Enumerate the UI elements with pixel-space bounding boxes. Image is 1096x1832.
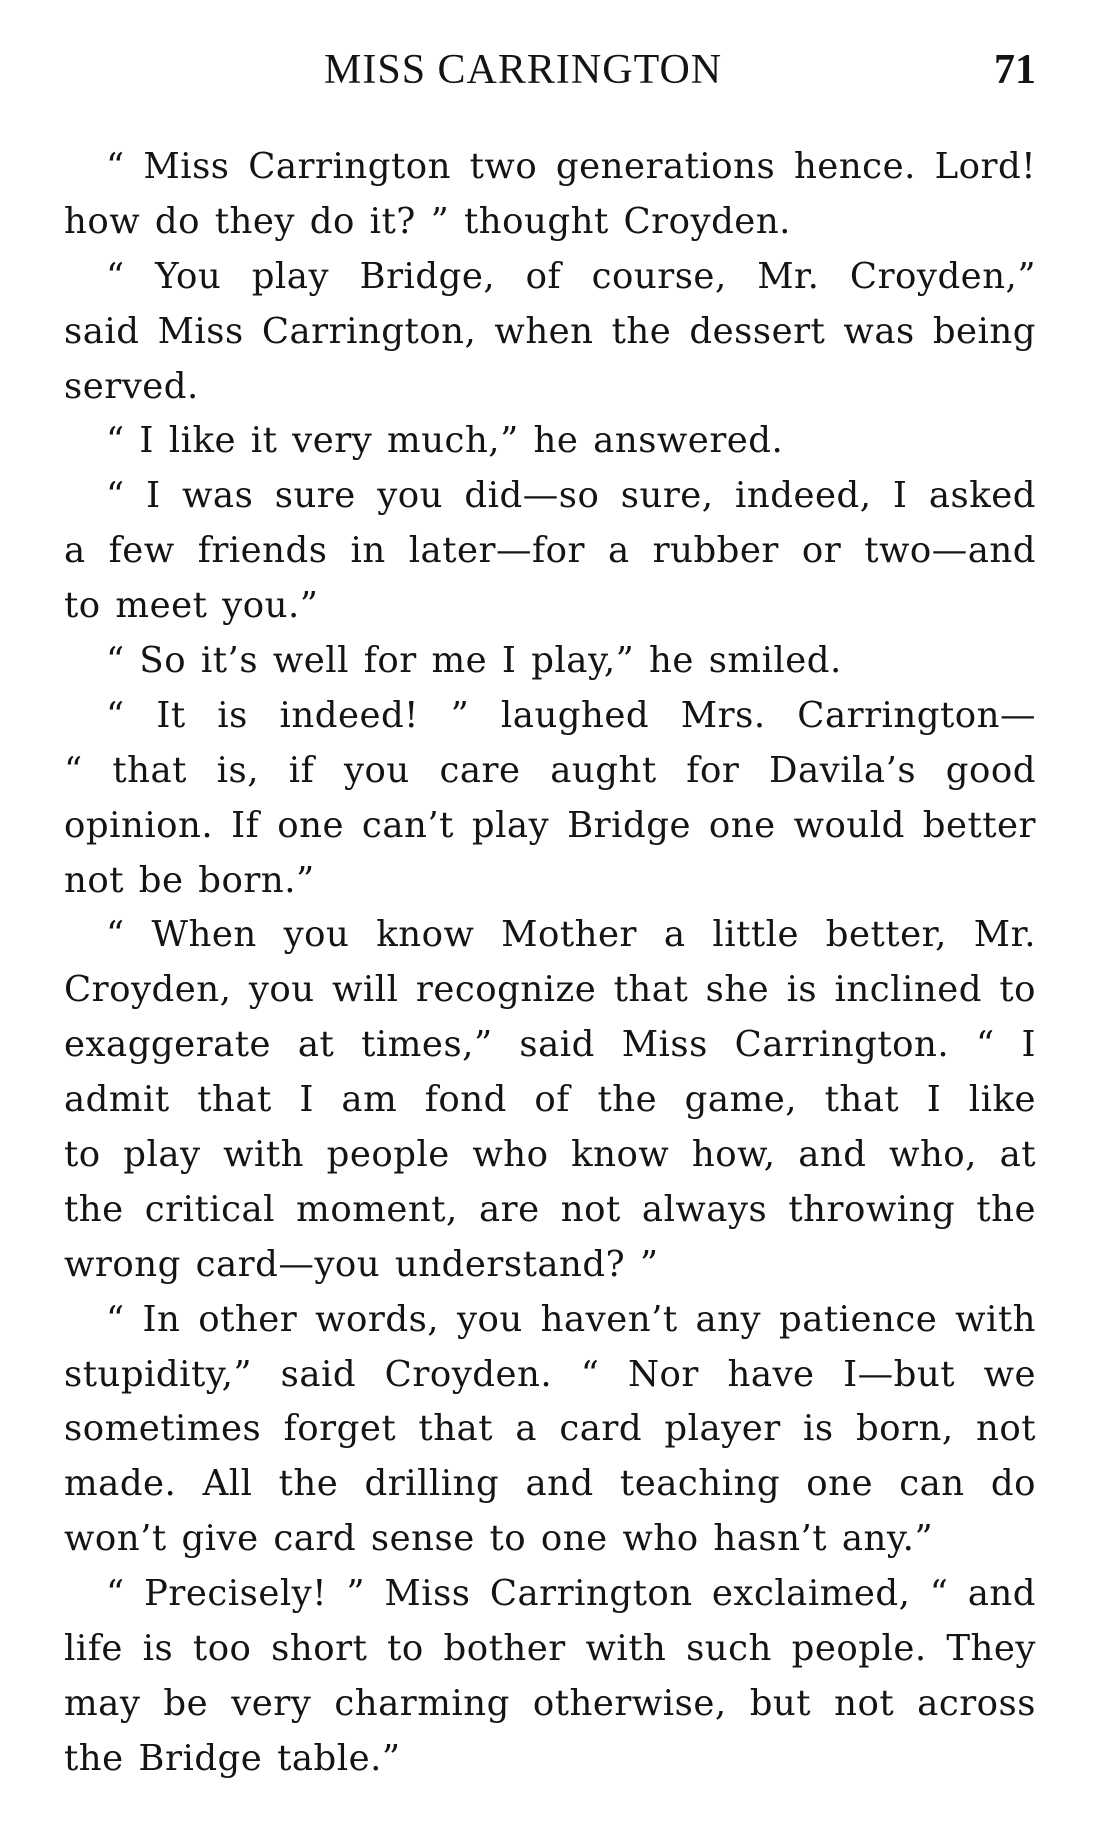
text-line: Croyden, you will recognize that she is inclined to — [64, 969, 1036, 1011]
page-number: 71 — [994, 47, 1036, 93]
text-line: “ In other words, you haven’t any patience with — [106, 1298, 1036, 1340]
text-line: the Bridge table.” — [64, 1737, 401, 1779]
text-line: “ Precisely! ” Miss Carrington exclaimed, “ and — [106, 1573, 1036, 1615]
running-title: MISS CARRINGTON — [324, 47, 723, 93]
text-line: sometimes forget that a card player is born, not — [64, 1408, 1036, 1450]
text-line: admit that I am fond of the game, that I like — [64, 1079, 1036, 1121]
text-line: the critical moment, are not always throwing the — [64, 1188, 1036, 1230]
text-line: “ I was sure you did—so sure, indeed, I asked — [106, 475, 1036, 517]
text-line: “ You play Bridge, of course, Mr. Croyden,” — [106, 255, 1036, 297]
text-line: “ that is, if you care aught for Davila’s good — [64, 749, 1036, 791]
running-head — [64, 40, 1036, 100]
text-line: life is too short to bother with such people. They — [64, 1628, 1036, 1670]
text-line: “ So it’s well for me I play,” he smiled. — [106, 640, 842, 682]
text-line: exaggerate at times,” said Miss Carrington. “ I — [64, 1024, 1036, 1066]
text-line: a few friends in later—for a rubber or two—and — [64, 530, 1036, 572]
body-text — [64, 140, 1036, 1787]
text-line: opinion. If one can’t play Bridge one would better — [64, 804, 1036, 846]
text-line: wrong card—you understand? ” — [64, 1243, 659, 1285]
text-line: may be very charming otherwise, but not across — [64, 1682, 1036, 1724]
text-line: “ It is indeed! ” laughed Mrs. Carrington— — [106, 694, 1036, 736]
text-line: not be born.” — [64, 859, 315, 901]
text-line: made. All the drilling and teaching one can do — [64, 1463, 1036, 1505]
text-line: to play with people who know how, and who, at — [64, 1134, 1036, 1176]
text-line: served. — [64, 365, 199, 407]
text-line: stupidity,” said Croyden. “ Nor have I—but we — [64, 1353, 1036, 1395]
text-line: to meet you.” — [64, 585, 319, 627]
text-line: won’t give card sense to one who hasn’t any.” — [64, 1518, 934, 1560]
text-line: “ I like it very much,” he answered. — [106, 420, 784, 462]
text-line: how do they do it? ” thought Croyden. — [64, 200, 791, 242]
text-line: “ When you know Mother a little better, Mr. — [106, 914, 1036, 956]
text-line: “ Miss Carrington two generations hence. Lord! — [106, 146, 1036, 187]
text-line: said Miss Carrington, when the dessert was being — [64, 310, 1036, 352]
